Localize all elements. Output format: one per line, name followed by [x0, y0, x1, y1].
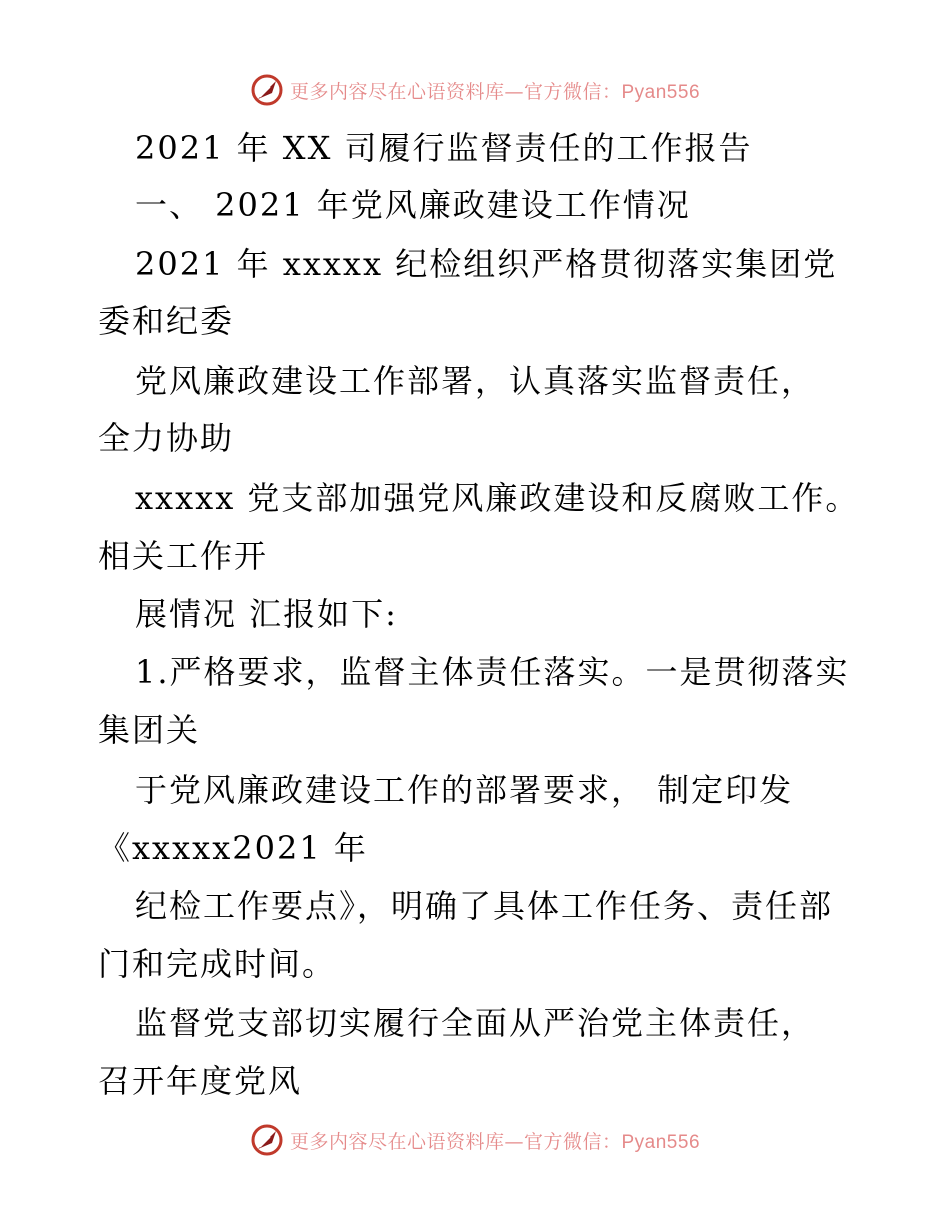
- footer-watermark: [0, 1120, 950, 1160]
- paragraph-line: 委和纪委: [98, 302, 235, 340]
- paragraph-line: 于党风廉政建设工作的部署要求， 制定印发: [135, 771, 794, 809]
- document-title: 2021 年 XX 司履行监督责任的工作报告: [135, 129, 753, 167]
- paragraph-line: 集团关: [98, 711, 201, 749]
- paragraph-line: 相关工作开: [98, 537, 269, 575]
- paragraph-line: 监督党支部切实履行全面从严治党主体责任，: [135, 1004, 816, 1042]
- paragraph-line: 2021 年 xxxxx 纪检组织严格贯彻落实集团党: [135, 245, 838, 283]
- watermark-text: 更多内容尽在心语资料库—官方微信：Pyan556: [289, 1130, 701, 1153]
- paragraph-line: 1.严格要求，监督主体责任落实。一是贯彻落实: [135, 653, 850, 691]
- quill-logo-icon: [250, 1123, 284, 1157]
- section-heading: 一、 2021 年党风廉政建设工作情况: [135, 186, 691, 224]
- quill-logo-icon: [250, 73, 284, 107]
- watermark-text: 更多内容尽在心语资料库—官方微信：Pyan556: [289, 80, 701, 103]
- paragraph-line: 《xxxxx2021 年: [98, 829, 368, 867]
- paragraph-line: 党风廉政建设工作部署，认真落实监督责任，: [135, 362, 816, 400]
- header-watermark: [0, 70, 950, 110]
- paragraph-line: 全力协助: [98, 419, 235, 457]
- paragraph-line: xxxxx 党支部加强党风廉政建设和反腐败工作。: [135, 479, 860, 517]
- paragraph-line: 召开年度党风: [98, 1062, 303, 1100]
- paragraph-line: 门和完成时间。: [98, 945, 337, 983]
- paragraph-line: 展情况 汇报如下:: [135, 595, 398, 633]
- paragraph-line: 纪检工作要点》，明确了具体工作任务、责任部: [135, 887, 834, 925]
